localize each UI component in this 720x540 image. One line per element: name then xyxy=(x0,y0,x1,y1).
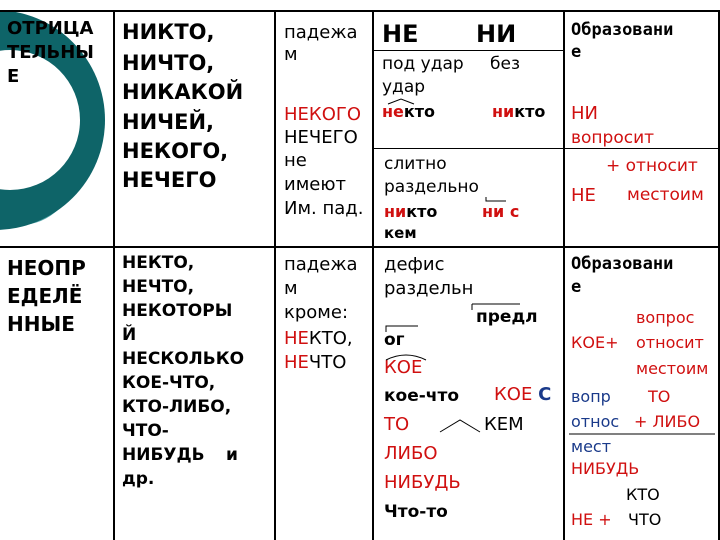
formation-nibud: НИБУДЬ xyxy=(571,459,640,478)
formation-chto: ЧТО xyxy=(628,510,662,529)
nekto-case-rest: КТО, xyxy=(308,328,353,349)
koe-chto-example xyxy=(384,388,459,405)
rule-text: удар xyxy=(382,77,426,97)
koe-chto-part: -что xyxy=(418,386,460,406)
rule-text: слитно xyxy=(384,154,447,174)
nikto-prefix: ни xyxy=(492,102,515,121)
formation-title: е xyxy=(571,42,582,62)
case-text: кроме: xyxy=(284,302,349,323)
word-item: КТО-ЛИБО, xyxy=(122,397,232,417)
formation-ne: НЕ xyxy=(571,185,596,206)
word-item: НЕКОТОРЫ xyxy=(122,301,233,321)
word-item: НЕЧТО, xyxy=(122,277,195,297)
formation-question: вопросит xyxy=(571,128,655,148)
rule-text: под удар xyxy=(382,54,464,74)
nekto-example xyxy=(382,104,435,120)
nekto-prefix: не xyxy=(382,102,404,121)
case-text: м xyxy=(284,44,298,65)
bracket-mark-icon xyxy=(384,324,424,334)
ni-s-example: ни с xyxy=(482,202,520,221)
case-red-word: НЕКОГО xyxy=(284,104,362,125)
koe-s-red: КОЕ xyxy=(494,384,533,405)
category-line: НЕОПР xyxy=(7,256,86,280)
nikto-root: кто xyxy=(514,102,546,121)
koe-s-example xyxy=(494,386,551,404)
table-row-divider xyxy=(0,246,720,248)
column-divider-4 xyxy=(563,10,565,540)
ne-heading: НЕ xyxy=(382,20,419,48)
word-item: НИКАКОЙ xyxy=(122,80,244,104)
chto-to-example: Что-то xyxy=(384,502,448,522)
rule-text: ог xyxy=(384,330,405,350)
formation-title: Образовани xyxy=(571,20,674,40)
word-item: и xyxy=(226,445,238,465)
case-text: НЕЧЕГО xyxy=(284,127,358,148)
formation-question: вопрос xyxy=(636,308,695,327)
word-item: НИКТО, xyxy=(122,20,215,44)
category-line: Е xyxy=(7,66,20,87)
word-item: НЕСКОЛЬКО xyxy=(122,349,245,369)
rule-text: предл xyxy=(476,307,538,327)
stress-mark-icon xyxy=(386,98,416,106)
case-text: падежа xyxy=(284,254,358,275)
word-item: НИЧЕЙ, xyxy=(122,110,215,134)
nibud-text: НИБУДЬ xyxy=(384,472,461,493)
libo-text: ЛИБО xyxy=(384,443,438,464)
nechto-case-rest: ЧТО xyxy=(308,352,347,373)
rule-text: раздельн xyxy=(384,278,474,299)
word-item: НИЧТО, xyxy=(122,51,215,75)
formation-divider xyxy=(565,148,718,149)
underline-mark-icon xyxy=(484,196,508,202)
to-text: ТО xyxy=(384,414,410,435)
word-item: КОЕ-ЧТО, xyxy=(122,373,216,393)
column-divider-1 xyxy=(113,10,115,540)
case-text: Им. пад. xyxy=(284,198,364,219)
rule-text: без xyxy=(490,54,520,74)
formation-pronoun: местоим xyxy=(636,359,709,378)
word-item: Й xyxy=(122,325,137,345)
formation-pronoun: мест xyxy=(571,437,612,456)
nekto-case xyxy=(284,330,353,348)
case-text: м xyxy=(284,278,298,299)
category-line: ННЫЕ xyxy=(7,312,75,336)
ne-ni-divider xyxy=(374,50,563,51)
case-text: не xyxy=(284,150,307,171)
nikto2-root: кто xyxy=(406,202,438,221)
formation-koe: КОЕ+ xyxy=(571,333,619,352)
column-divider-3 xyxy=(372,10,374,540)
ne-ni-divider-2 xyxy=(374,148,563,149)
formation-relative: относит xyxy=(636,333,704,352)
column-divider-2 xyxy=(274,10,276,540)
nechto-case xyxy=(284,354,346,372)
suffix-mark-icon xyxy=(438,418,482,434)
category-line: ЕДЕЛЁ xyxy=(7,284,83,308)
formation-ne: НЕ + xyxy=(571,510,612,529)
nekto-root: кто xyxy=(403,102,436,121)
word-item: НЕЧЕГО xyxy=(122,168,217,192)
nikto-example xyxy=(492,104,545,120)
formation-libo: + ЛИБО xyxy=(634,412,701,431)
word-item: ЧТО- xyxy=(122,421,169,441)
formation-relative: относ xyxy=(571,412,620,431)
underline-mark-icon xyxy=(565,432,715,438)
formation-title: е xyxy=(571,277,582,297)
formation-question: вопр xyxy=(571,387,611,406)
category-line: ТЕЛЬНЫ xyxy=(7,42,94,63)
ni-heading: НИ xyxy=(476,20,517,48)
koe-s-blue: С xyxy=(538,384,552,405)
rule-text: раздельно xyxy=(384,177,479,197)
category-line: ОТРИЦА xyxy=(7,18,94,39)
nekto-case-prefix: НЕ xyxy=(284,328,309,349)
formation-title: Образовани xyxy=(571,254,674,274)
formation-to: ТО xyxy=(648,387,671,406)
koe-text: КОЕ xyxy=(384,357,423,378)
case-text: падежа xyxy=(284,22,358,43)
formation-kto: КТО xyxy=(626,485,660,504)
table-top-border xyxy=(0,10,720,12)
root-arc-icon xyxy=(384,352,428,362)
bracket-mark-icon xyxy=(470,302,530,312)
formation-pronoun: местоим xyxy=(627,185,704,205)
rule-text: дефис xyxy=(384,254,445,275)
word-item: НЕКОГО, xyxy=(122,139,229,163)
nikto-example-2 xyxy=(384,204,437,220)
word-item: НИБУДЬ xyxy=(122,445,205,465)
nikto2-prefix: ни xyxy=(384,202,407,221)
word-item: др. xyxy=(122,469,155,489)
kem-text: КЕМ xyxy=(484,414,524,435)
formation-ni: НИ xyxy=(571,103,598,124)
kem-text: кем xyxy=(384,224,417,242)
koe-chto-part: кое xyxy=(384,386,419,406)
case-text: имеют xyxy=(284,174,346,195)
word-item: НЕКТО, xyxy=(122,253,195,273)
nechto-case-prefix: НЕ xyxy=(284,352,309,373)
formation-relative: + относит xyxy=(606,156,698,176)
